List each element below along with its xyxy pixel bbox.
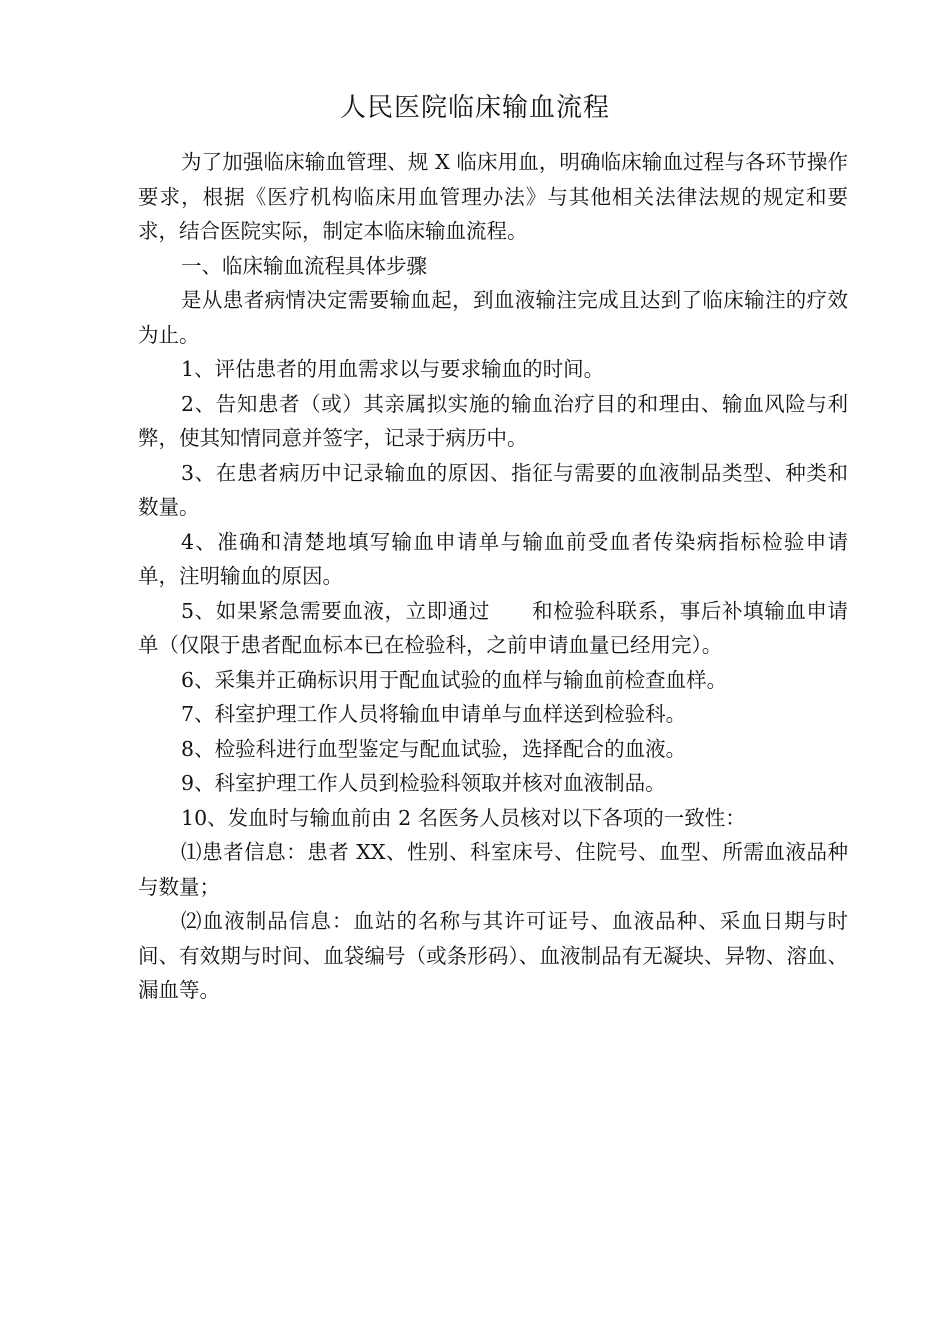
- step-3: 3、在患者病历中记录输血的原因、指征与需要的血液制品类型、种类和数量。: [138, 460, 848, 519]
- step-10-item-2: ⑵血液制品信息：血站的名称与其许可证号、血液品种、采血日期与时间、有效期与时间、血袋编号（或条形码）、血液制品有无凝块、异物、溶血、漏血等。: [138, 909, 848, 1002]
- step-7: 7、科室护理工作人员将输血申请单与血样送到检验科。: [181, 702, 687, 726]
- step-6: 6、采集并正确标识用于配血试验的血样与输血前检查血样。: [181, 667, 728, 692]
- step-10-item-1: ⑴患者信息：患者 XX、性别、科室床号、住院号、血型、所需血液品种与数量；: [138, 840, 848, 899]
- intro-paragraph: 为了加强临床输血管理、规 X 临床用血，明确临床输血过程与各环节操作要求，根据《医疗机构临床用血管理办法》与其他相关法律法规的规定和要求，结合医院实际，制定本临床输血流程。: [138, 150, 848, 243]
- document-title: 人民医院临床输血流程: [339, 93, 610, 123]
- document-body: [138, 145, 848, 1008]
- step-10: 10、发血时与输血前由 2 名医务人员核对以下各项的一致性：: [181, 805, 746, 830]
- step-8: 8、检验科进行血型鉴定与配血试验，选择配合的血液。: [181, 736, 687, 761]
- step-9: 9、科室护理工作人员到检验科领取并核对血液制品。: [181, 771, 666, 795]
- step-4: 4、准确和清楚地填写输血申请单与输血前受血者传染病指标检验申请单，注明输血的原因。: [138, 529, 848, 588]
- step-1: 1、评估患者的用血需求以与要求输血的时间。: [181, 357, 605, 381]
- section-intro-paragraph: 是从患者病情决定需要输血起，到血液输注完成且达到了临床输注的疗效为止。: [138, 288, 848, 347]
- step-5: 5、如果紧急需要血液，立即通过 和检验科联系，事后补填输血申请单（仅限于患者配血标本已在检验科，之前申请血量已经用完）。: [138, 598, 848, 657]
- step-2: 2、告知患者（或）其亲属拟实施的输血治疗目的和理由、输血风险与利弊，使其知情同意并签字，记录于病历中。: [138, 391, 848, 450]
- section-heading: 一、临床输血流程具体步骤: [181, 253, 428, 278]
